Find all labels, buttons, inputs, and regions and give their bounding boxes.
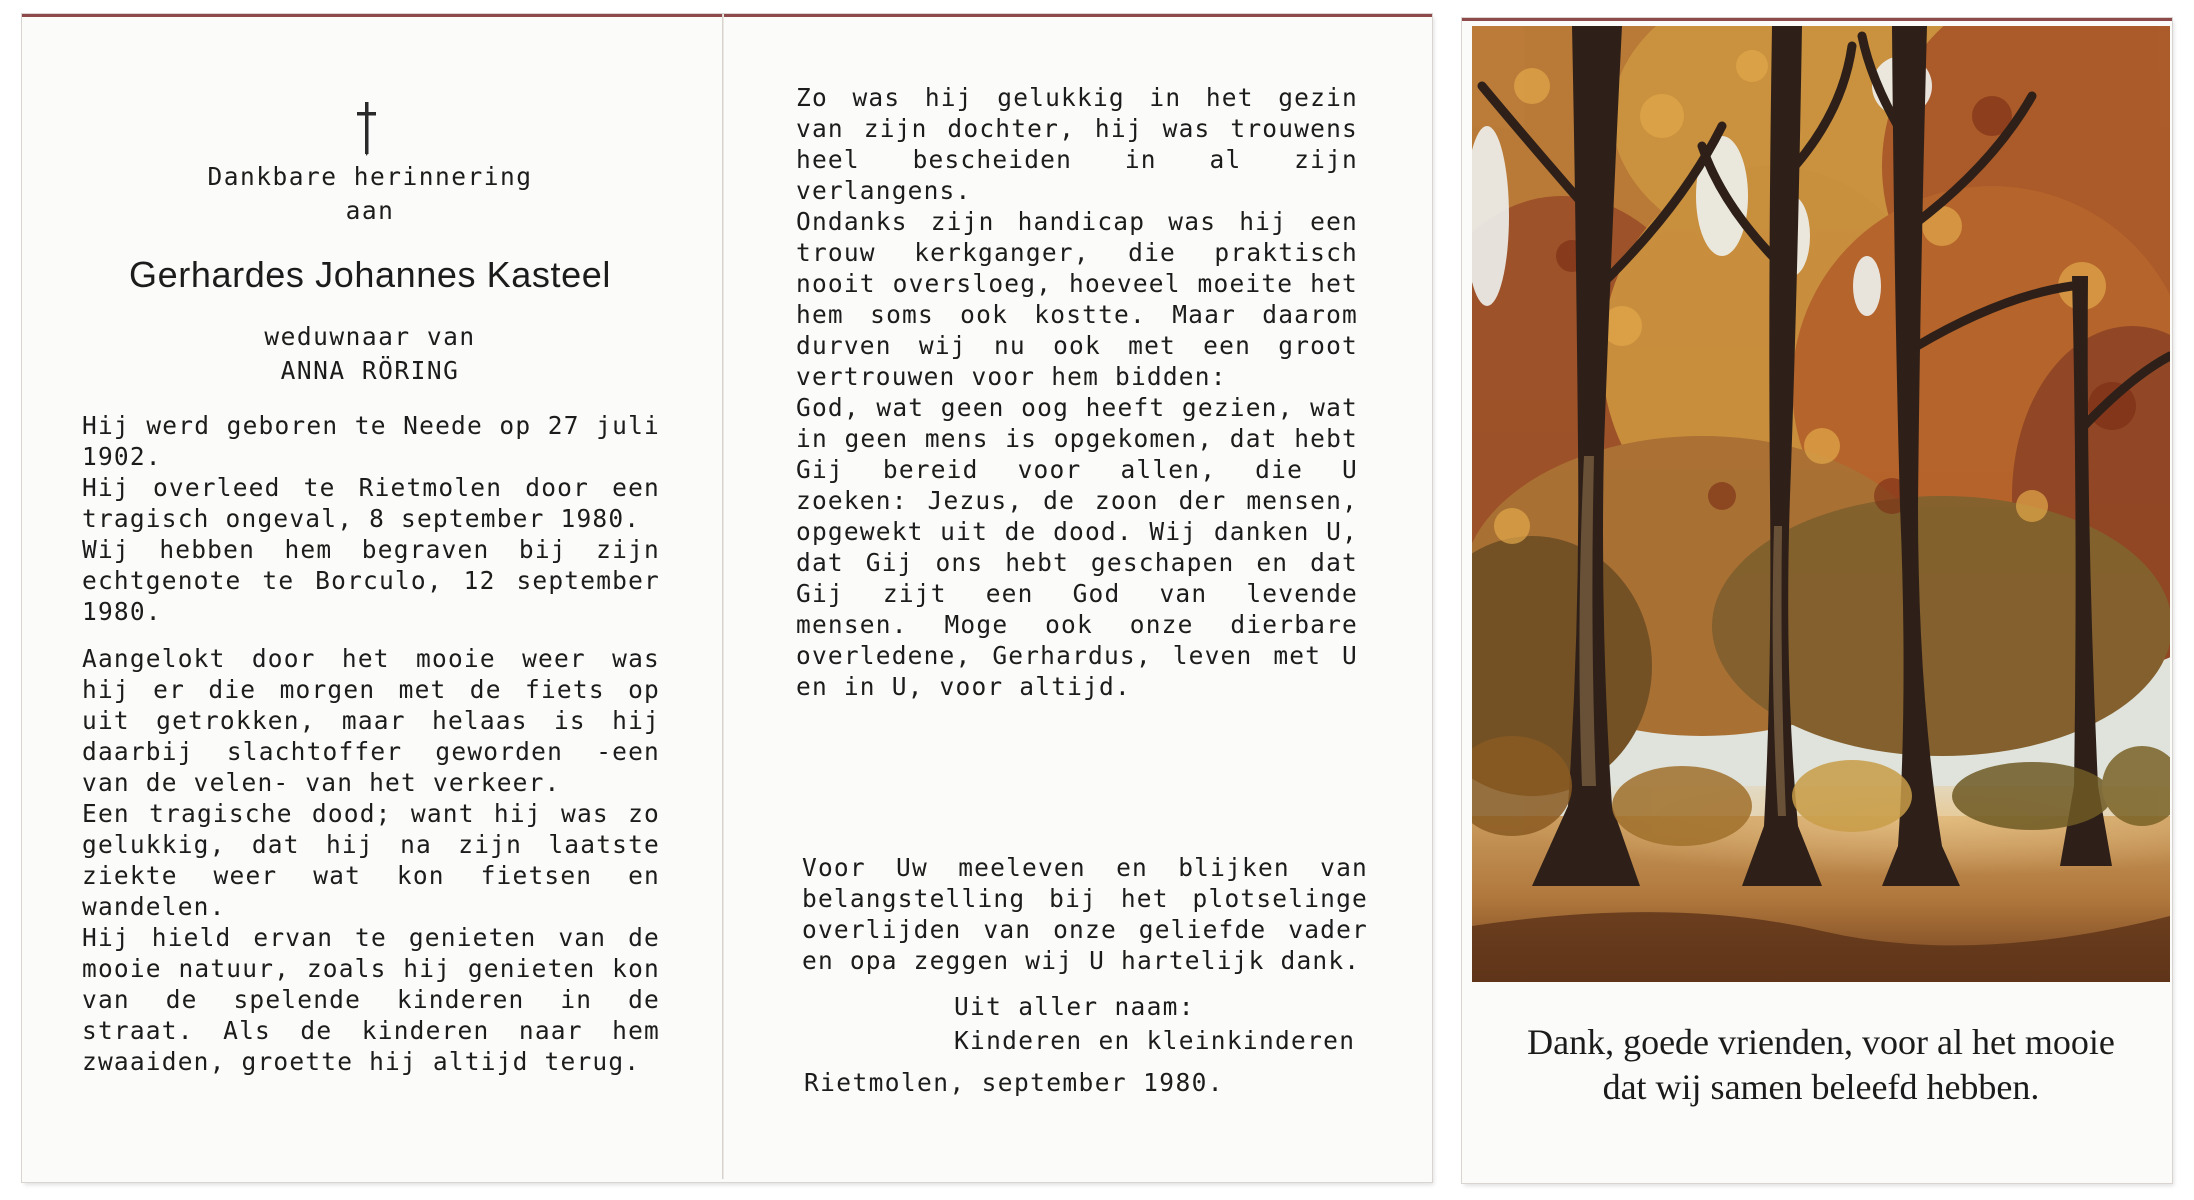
signature-line: Uit aller naam: (954, 992, 1195, 1021)
paragraph: Wij hebben hem begraven bij zijn echtgenote te Borculo, 12 september 1980. (82, 535, 660, 626)
widower-of (160, 320, 580, 388)
dedication-line: aan (345, 196, 395, 225)
paragraph: Een tragische dood; want hij was zo gelukkig, dat hij na zijn laatste ziekte weer wat kon fietsen en wandelen. (82, 799, 660, 921)
paragraph: Ondanks zijn handicap was hij een trouw kerkganger, die praktisch nooit oversloeg, hoeveel moeite het hem soms ook kostte. Maar daarom durven wij nu ook met een groot vertrouwen voor hem bidden: (796, 207, 1358, 391)
paragraph: Hij hield ervan te genieten van de mooie natuur, zoals hij genieten kon van de spelende kinderen in de straat. Als de kinderen naar hem zwaaiden, groette hij altijd terug. (82, 923, 660, 1076)
paragraph: Zo was hij gelukkig in het gezin van zijn dochter, hij was trouwens heel bescheiden in al zijn verlangens. (796, 83, 1358, 205)
signature-line: Kinderen en kleinkinderen (954, 1026, 1356, 1055)
place-and-date: Rietmolen, september 1980. (804, 1068, 1224, 1097)
biography-text (82, 410, 660, 1077)
prayer-text (796, 82, 1358, 702)
autumn-forest-photo (1472, 26, 2170, 982)
cross-icon (352, 100, 382, 156)
caption-line: dat wij samen beleefd hebben. (1602, 1067, 2040, 1107)
spouse-name: ANNA RÖRING (280, 356, 460, 385)
paragraph: Aangelokt door het mooie weer was hij er die morgen met de fiets op uit getrokken, maar helaas is hij daarbij slachtoffer geworden -een van de velen- van het verkeer. (82, 644, 660, 797)
paragraph: Hij overleed te Rietmolen door een tragisch ongeval, 8 september 1980. (82, 473, 660, 533)
dedication-heading (130, 160, 610, 228)
photo-caption (1472, 1020, 2170, 1110)
deceased-name: Gerhardes Johannes Kasteel (129, 254, 611, 295)
dedication-line: Dankbare herinnering (207, 162, 533, 191)
signature-block (954, 990, 1394, 1058)
paragraph: God, wat geen oog heeft gezien, wat in geen mens is opgekomen, dat hebt Gij bereid voor allen, die U zoeken: Jezus, de zoon der mensen, opgewekt uit de dood. Wij danken U, dat Gij ons hebt geschapen en dat Gij zijt een God van levende mensen. Moge ook onze dierbare overledene, Gerhardus, leven met U en in U, voor altijd. (796, 393, 1358, 701)
paragraph: Hij werd geboren te Neede op 27 juli 1902. (82, 411, 660, 471)
card-fold-line (722, 14, 724, 1179)
thanks-text (802, 852, 1368, 976)
paragraph: Voor Uw meeleven en blijken van belangstelling bij het plotselinge overlijden van onze geliefde vader en opa zeggen wij U hartelijk dank. (802, 853, 1368, 975)
widower-label: weduwnaar van (264, 322, 476, 351)
caption-line: Dank, goede vrienden, voor al het mooie (1527, 1022, 2115, 1062)
